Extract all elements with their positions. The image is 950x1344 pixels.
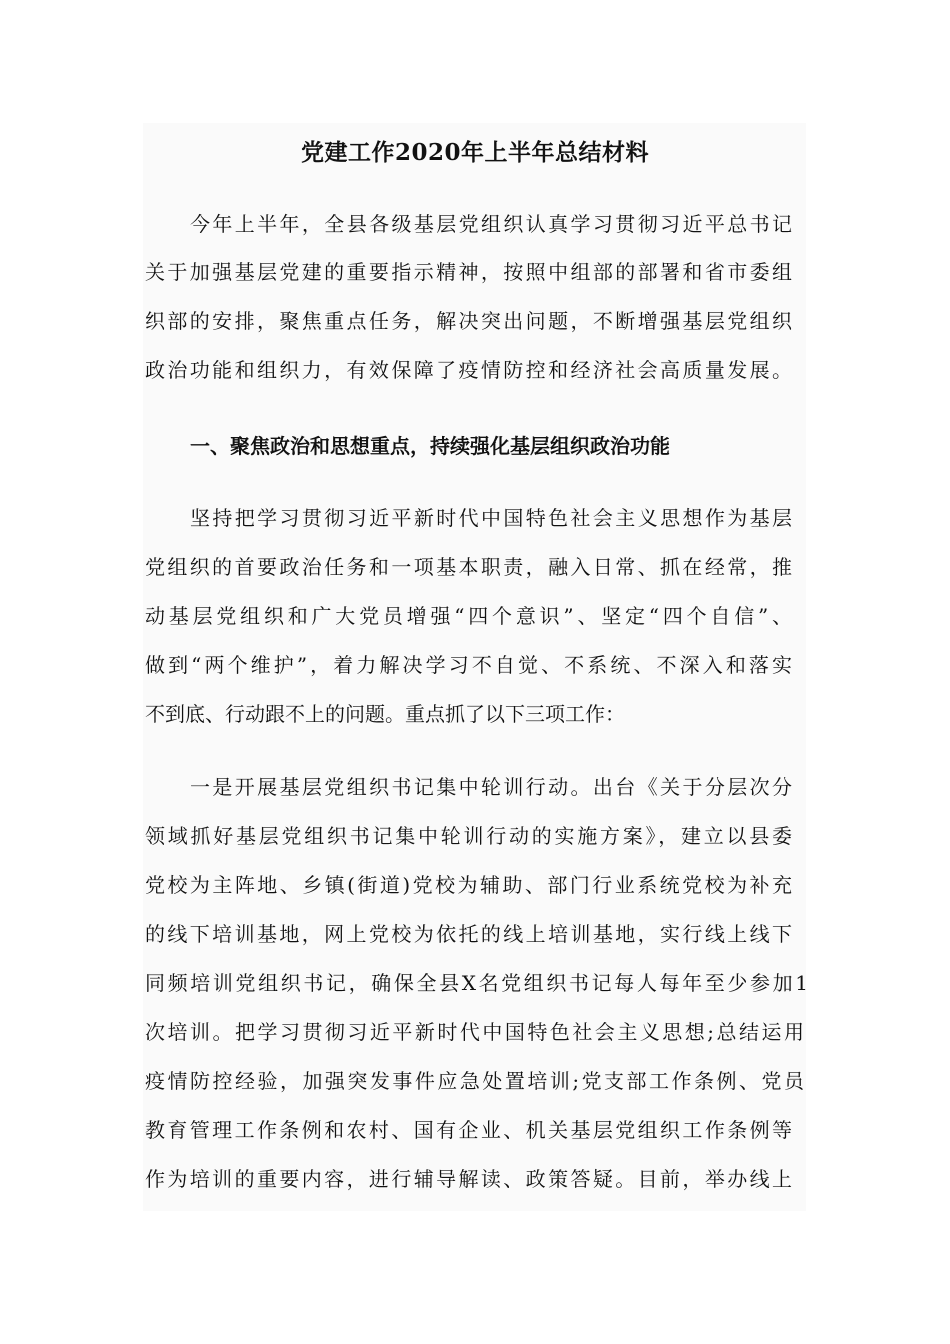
paragraph-1-line-3: 织部的安排，聚焦重点任务，解决突出问题，不断增强基层党组织 (145, 309, 792, 333)
section-heading-1: 一、聚焦政治和思想重点，持续强化基层组织政治功能 (190, 434, 670, 458)
paragraph-2-line-4: 做到“两个维护”，着力解决学习不自觉、不系统、不深入和落实 (145, 653, 792, 677)
paragraph-3-line-1: 一是开展基层党组织书记集中轮训行动。出台《关于分层次分 (190, 775, 792, 799)
paragraph-3-line-4: 的线下培训基地，网上党校为依托的线上培训基地，实行线上线下 (145, 922, 792, 946)
paragraph-1-line-4: 政治功能和组织力，有效保障了疫情防控和经济社会高质量发展。 (145, 358, 792, 382)
paragraph-2-line-2: 党组织的首要政治任务和一项基本职责，融入日常、抓在经常，推 (145, 555, 792, 579)
paragraph-3-line-8: 教育管理工作条例和农村、国有企业、机关基层党组织工作条例等 (145, 1118, 792, 1142)
paragraph-3-line-3: 党校为主阵地、乡镇(街道)党校为辅助、部门行业系统党校为补充 (145, 873, 792, 897)
paragraph-2-line-5: 不到底、行动跟不上的问题。重点抓了以下三项工作： (145, 702, 625, 726)
paragraph-1-line-2: 关于加强基层党建的重要指示精神，按照中组部的部署和省市委组 (145, 260, 792, 284)
paragraph-2-line-3: 动基层党组织和广大党员增强“四个意识”、坚定“四个自信”、 (145, 604, 792, 628)
paragraph-3-line-7: 疫情防控经验，加强突发事件应急处置培训;党支部工作条例、党员 (145, 1069, 804, 1093)
paragraph-3-line-2: 领域抓好基层党组织书记集中轮训行动的实施方案》，建立以县委 (145, 824, 792, 848)
document-title: 党建工作2020年上半年总结材料 (300, 139, 649, 166)
paragraph-1-line-1: 今年上半年，全县各级基层党组织认真学习贯彻习近平总书记 (190, 212, 792, 236)
paragraph-2-line-1: 坚持把学习贯彻习近平新时代中国特色社会主义思想作为基层 (190, 506, 792, 530)
paragraph-3-line-6: 次培训。把学习贯彻习近平新时代中国特色社会主义思想;总结运用 (145, 1020, 804, 1044)
paragraph-3-line-9: 作为培训的重要内容，进行辅导解读、政策答疑。目前，举办线上 (145, 1167, 792, 1191)
paragraph-3-line-5: 同频培训党组织书记，确保全县X名党组织书记每人每年至少参加1 (145, 971, 808, 995)
